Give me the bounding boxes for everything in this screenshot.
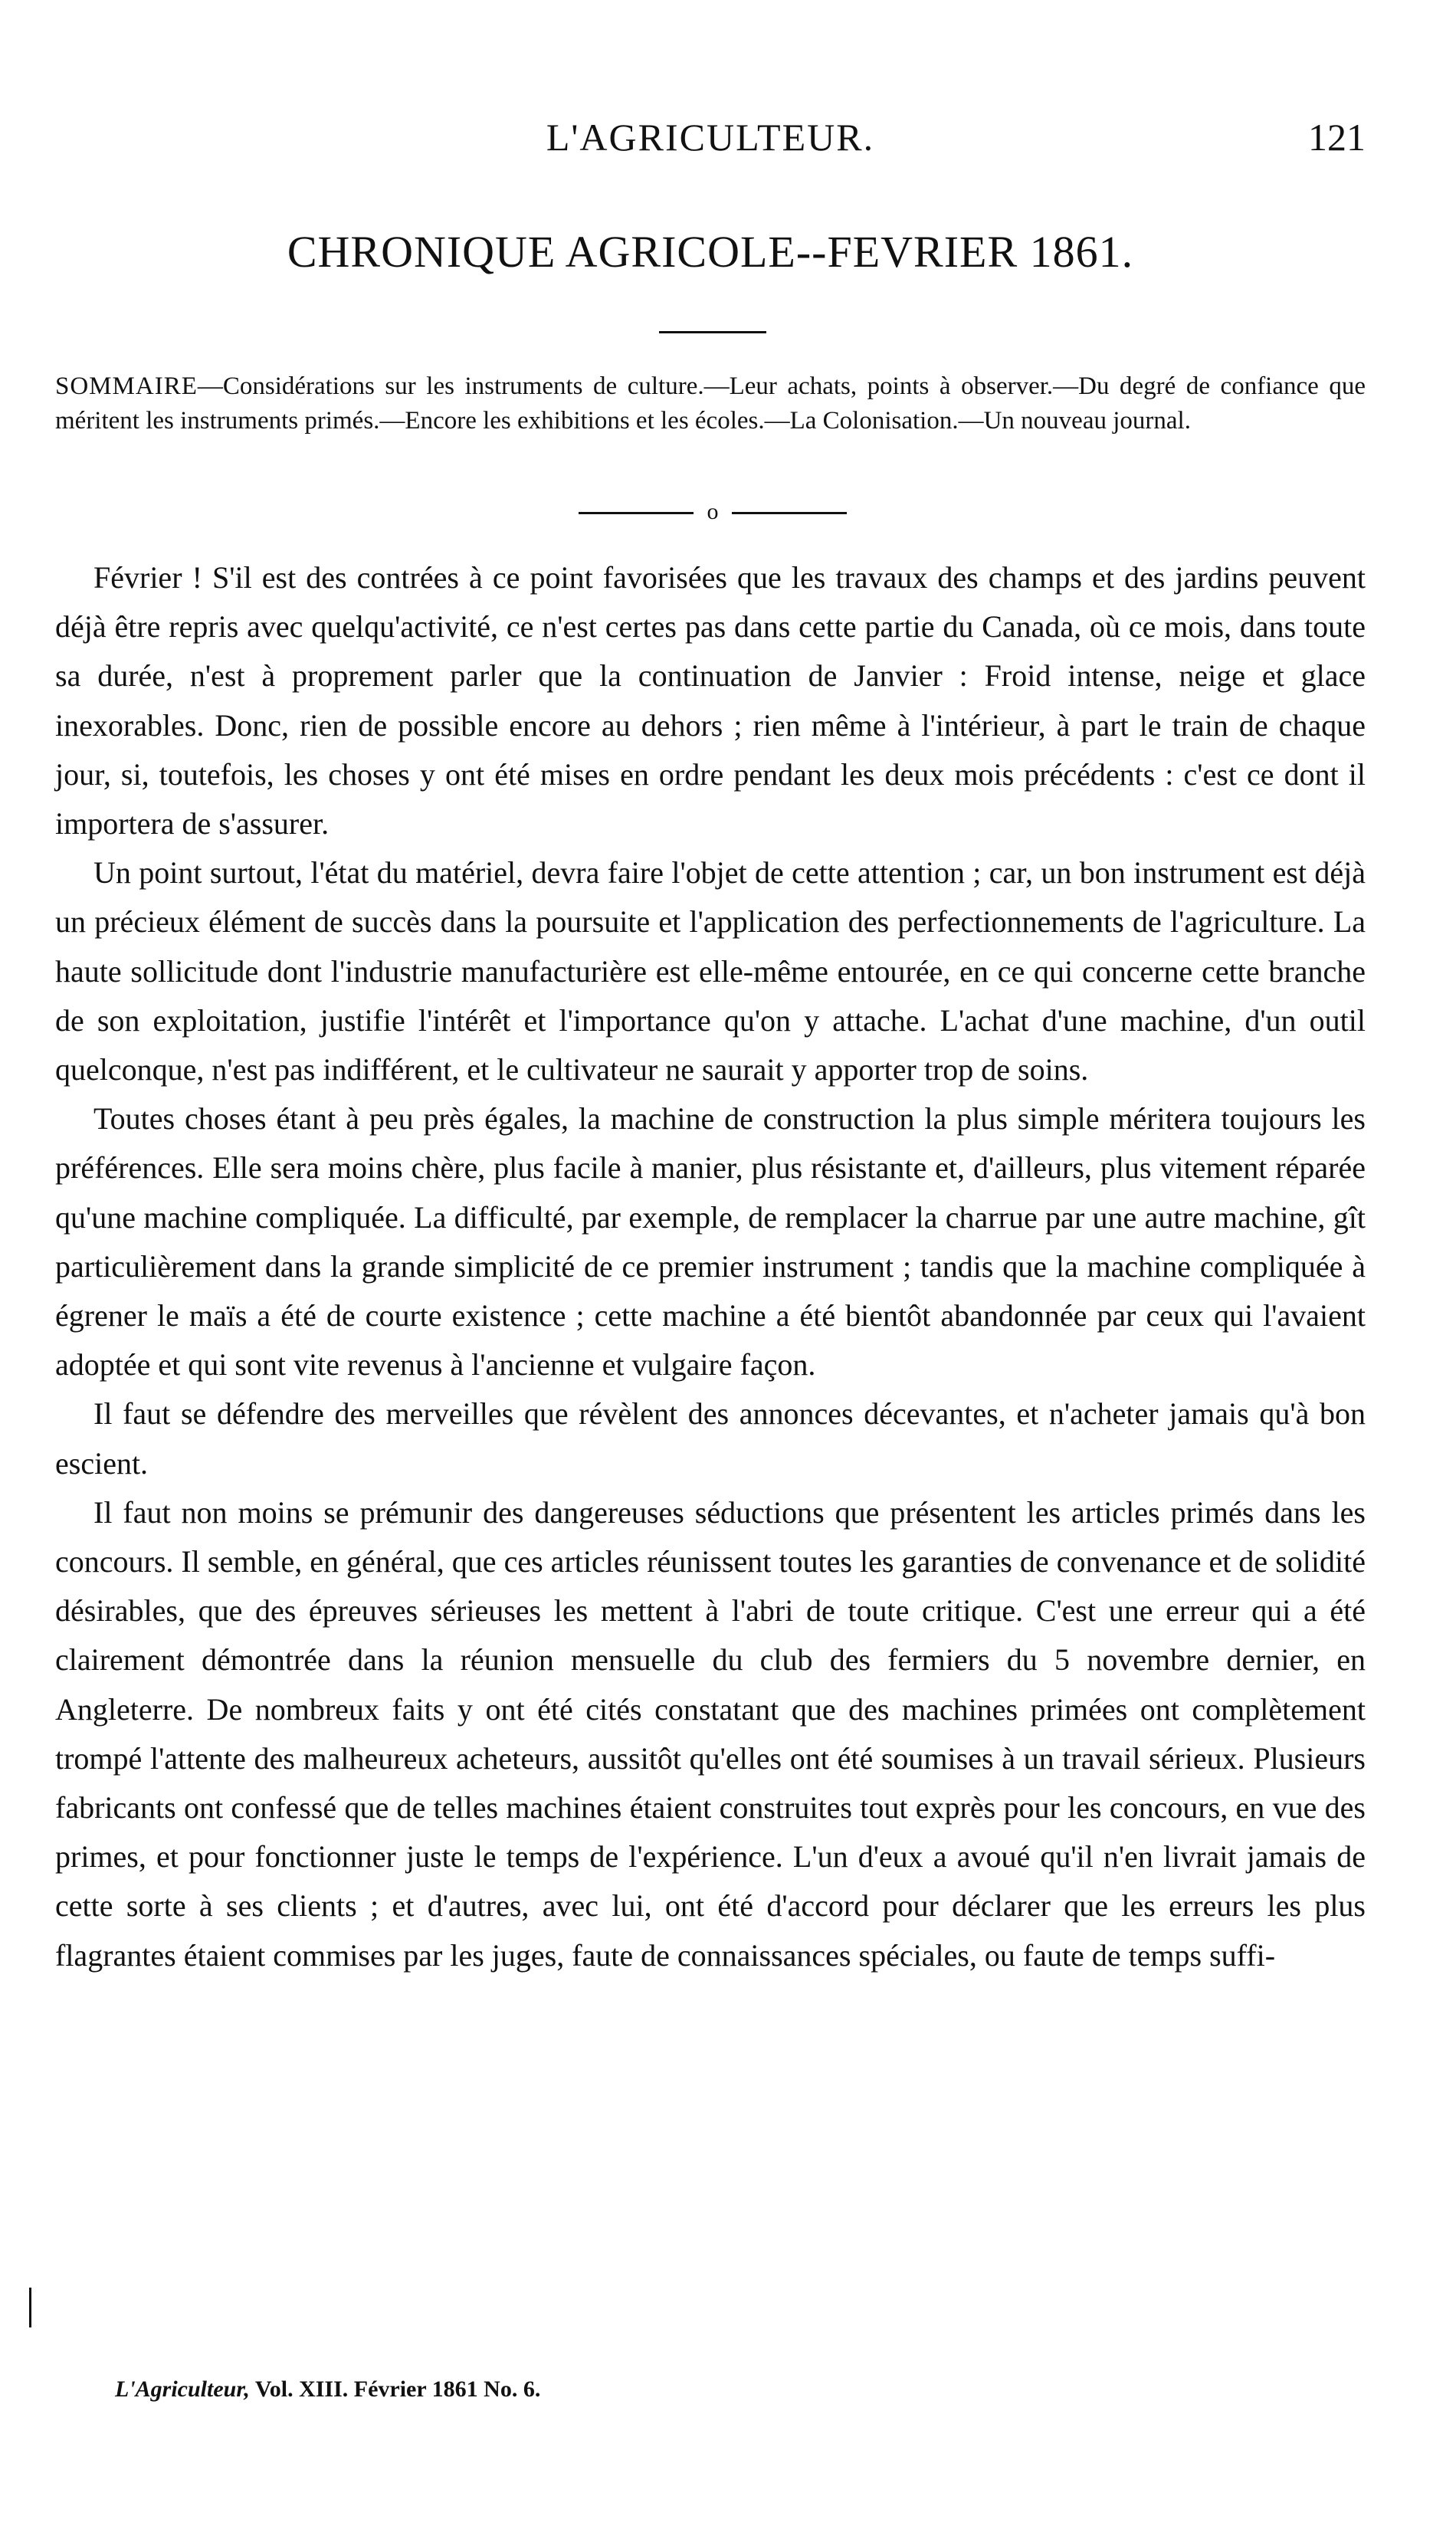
summary-text: —Considérations sur les instruments de culture.—Leur achats, points à observer.—Du degré de confiance que méritent les instruments primés.—Encore les exhibitions et les écoles.—La Colonisation.—Un nouveau journal. <box>55 372 1366 435</box>
article-title: CHRONIQUE AGRICOLE--FEVRIER 1861. <box>287 227 1134 277</box>
footer-journal: L'Agriculteur, <box>115 2376 250 2402</box>
footer-signature <box>115 2374 1188 2405</box>
running-title: L'AGRICULTEUR. <box>546 116 875 159</box>
margin-mark <box>29 2288 31 2327</box>
running-head <box>55 115 1366 176</box>
paragraph: Il faut non moins se prémunir des dangereuses séductions que présentent les articles primés dans les concours. Il semble, en général, que ces articles réunissent toutes les garanties de convenance et de solidité désirables, que des épreuves sérieuses les mettent à l'abri de toute critique. C'est une erreur qui a été clairement démontrée dans la réunion mensuelle du club des fermiers du 5 novembre dernier, en Angleterre. De nombreux faits y ont été cités constatant que des machines primées ont complètement trompé l'attente des malheureux acheteurs, aussitôt qu'elles ont été soumises à un travail sérieux. Plusieurs fabricants ont confessé que de telles machines étaient construites tout exprès pour les concours, en vue des primes, et pour fonctionner juste le temps de l'expérience. L'un d'eux a avoué qu'il n'en livrait jamais de cette sorte à ses clients ; et d'autres, avec lui, ont été d'accord pour déclarer que les erreurs les plus flagrantes étaient commises par les juges, faute de connaissances spéciales, ou faute de temps suffi- <box>55 1494 1366 1973</box>
section-ornament <box>579 497 847 527</box>
summary <box>55 369 1366 438</box>
paragraph: Un point surtout, l'état du matériel, devra faire l'objet de cette attention ; car, un bon instrument est déjà un précieux élément de succès dans la poursuite et l'application des perfectionnements de l'agriculture. La haute sollicitude dont l'industrie manufacturière est elle-même entourée, en ce qui concerne cette branche de son exploitation, justifie l'intérêt et l'importance qu'on y attache. L'achat d'une machine, d'un outil quelconque, n'est pas indifférent, et le cultivateur ne saurait y apporter trop de soins. <box>55 855 1366 1087</box>
ornament-line-right <box>732 512 847 514</box>
paragraph: Février ! S'il est des contrées à ce point favorisées que les travaux des champs et des jardins peuvent déjà être repris avec quelqu'activité, ce n'est certes pas dans cette partie du Canada, où ce mois, dans toute sa durée, n'est à proprement parler que la continuation de Janvier : Froid intense, neige et glace inexorables. Donc, rien de possible encore au dehors ; rien même à l'intérieur, à part le train de chaque jour, si, toutefois, les choses y ont été mises en ordre pendant les deux mois précédents : c'est ce dont il importera de s'assurer. <box>55 560 1366 841</box>
paragraph: Il faut se défendre des merveilles que révèlent des annonces décevantes, et n'acheter jamais qu'à bon escient. <box>55 1396 1366 1481</box>
summary-label: SOMMAIRE <box>55 372 198 400</box>
page-number: 121 <box>1308 116 1366 159</box>
footer-issue: Vol. XIII. Février 1861 No. 6. <box>249 2376 541 2402</box>
title-rule <box>659 331 766 333</box>
ornament-mark: o <box>707 499 719 524</box>
article-body <box>55 553 1366 1980</box>
paragraph: Toutes choses étant à peu près égales, la machine de construction la plus simple méritera toujours les préférences. Elle sera moins chère, plus facile à manier, plus résistante et, d'ailleurs, plus vitement réparée qu'une machine compliquée. La difficulté, par exemple, de remplacer la charrue par une autre machine, gît particulièrement dans la grande simplicité de ce premier instrument ; tandis que la machine compliquée à égrener le maïs a été de courte existence ; cette machine a été bientôt abandonnée par ceux qui l'avaient adoptée et qui sont vite revenus à l'ancienne et vulgaire façon. <box>55 1101 1366 1383</box>
